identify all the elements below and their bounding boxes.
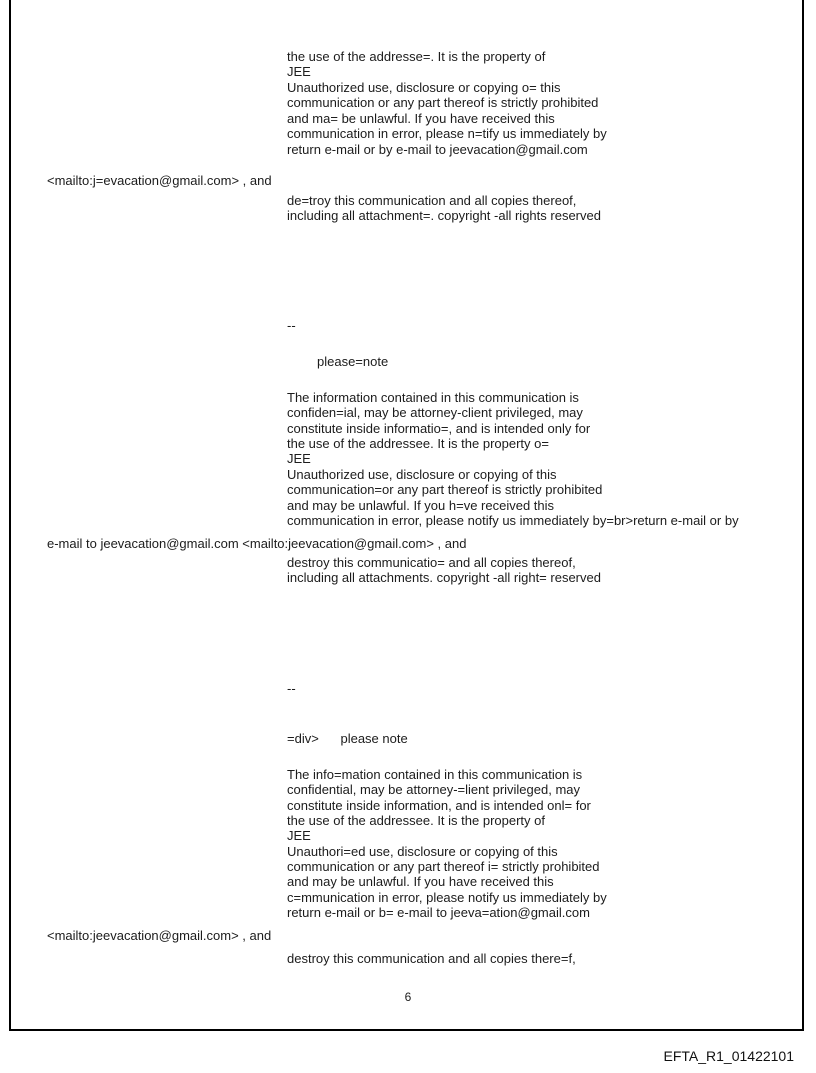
text-line: confiden=ial, may be attorney-client privileged, may [287,405,583,420]
text-line: =div> please note [287,731,408,746]
text-line: communication in error, please n=tify us immediately by [287,126,607,141]
text-line: communication or any part thereof i= strictly prohibited [287,859,600,874]
text-line: destroy this communication and all copies there=f, [287,951,576,966]
page-number: 6 [404,990,412,1004]
text-line: constitute inside informatio=, and is intended only for [287,421,591,436]
text-line: Unauthorized use, disclosure or copying of this [287,467,557,482]
text-line: Unauthorized use, disclosure or copying o= this [287,80,561,95]
text-line: JEE [287,451,311,466]
text-line: -- [287,318,296,333]
text-line: -- [287,681,296,696]
text-line: and may be unlawful. If you h=ve received this [287,498,555,513]
text-line: Unauthori=ed use, disclosure or copying of this [287,844,558,859]
text-line: including all attachment=. copyright -all rights reserved [287,208,601,223]
text-line: The info=mation contained in this communication is [287,767,583,782]
bates-number: EFTA_R1_01422101 [663,1048,794,1064]
text-line: <mailto:jeevacation@gmail.com> , and [47,928,272,943]
text-line: communication=or any part thereof is strictly prohibited [287,482,603,497]
text-line: confidential, may be attorney-=lient privileged, may [287,782,581,797]
text-line: the use of the addresse=. It is the property of [287,49,546,64]
text-line: the use of the addressee. It is the property o= [287,436,549,451]
text-line: and ma= be unlawful. If you have received this [287,111,555,126]
text-line: <mailto:j=evacation@gmail.com> , and [47,173,272,188]
text-line: return e-mail or b= e-mail to jeeva=ation@gmail.com [287,905,590,920]
text-line: de=troy this communication and all copies thereof, [287,193,577,208]
text-line: and may be unlawful. If you have received this [287,874,554,889]
text-line: destroy this communicatio= and all copies thereof, [287,555,576,570]
text-line: please=note [317,354,389,369]
text-line: JEE [287,828,311,843]
text-line: e-mail to jeevacation@gmail.com <mailto:jeevacation@gmail.com> , and [47,536,467,551]
text-line: JEE [287,64,311,79]
text-line: constitute inside information, and is intended onl= for [287,798,591,813]
text-line: The information contained in this communication is [287,390,579,405]
text-line: the use of the addressee. It is the property of [287,813,545,828]
text-line: communication or any part thereof is strictly prohibited [287,95,599,110]
text-line: return e-mail or by e-mail to jeevacation@gmail.com [287,142,588,157]
text-line: including all attachments. copyright -all right= reserved [287,570,601,585]
text-line: c=mmunication in error, please notify us immediately by [287,890,607,905]
text-line: communication in error, please notify us immediately by=br>return e-mail or by [287,513,739,528]
